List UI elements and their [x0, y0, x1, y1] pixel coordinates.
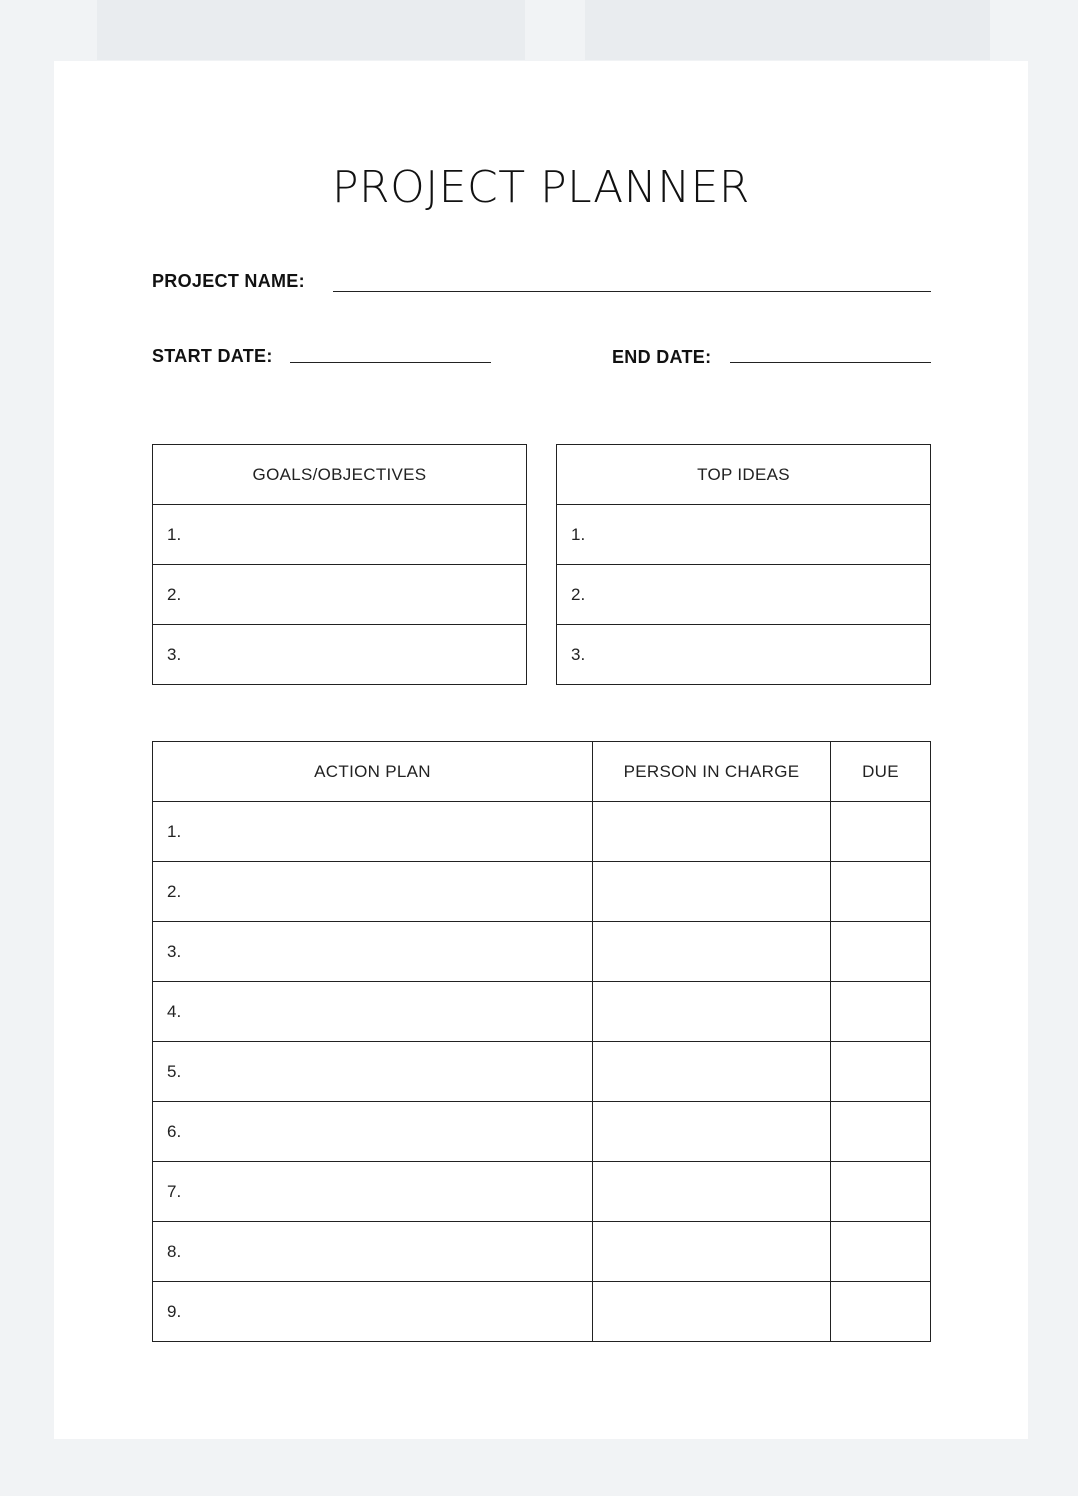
- goals-item-number[interactable]: 1.: [153, 505, 527, 565]
- due-cell[interactable]: [831, 862, 931, 922]
- action-plan-row[interactable]: [153, 922, 931, 982]
- action-plan-cell[interactable]: 3.: [153, 922, 593, 982]
- ideas-header-row: [557, 445, 931, 505]
- due-cell[interactable]: [831, 922, 931, 982]
- action-plan-cell[interactable]: 9.: [153, 1282, 593, 1342]
- goals-row[interactable]: [153, 625, 527, 685]
- due-header: DUE: [831, 742, 931, 802]
- action-plan-cell[interactable]: 2.: [153, 862, 593, 922]
- person-in-charge-cell[interactable]: [593, 862, 831, 922]
- due-cell[interactable]: [831, 1042, 931, 1102]
- person-in-charge-cell[interactable]: [593, 982, 831, 1042]
- ideas-row[interactable]: [557, 625, 931, 685]
- goals-item-number[interactable]: 2.: [153, 565, 527, 625]
- ideas-table: [556, 444, 931, 685]
- person-in-charge-cell[interactable]: [593, 1102, 831, 1162]
- background-band-right: [585, 0, 990, 60]
- end-date-label: END DATE:: [612, 347, 712, 367]
- ideas-item-number[interactable]: 1.: [557, 505, 931, 565]
- due-cell[interactable]: [831, 982, 931, 1042]
- planner-page: [54, 61, 1028, 1439]
- due-cell[interactable]: [831, 802, 931, 862]
- due-cell[interactable]: [831, 1162, 931, 1222]
- ideas-header: TOP IDEAS: [557, 445, 931, 505]
- person-in-charge-cell[interactable]: [593, 1282, 831, 1342]
- action-plan-row[interactable]: [153, 1282, 931, 1342]
- person-in-charge-cell[interactable]: [593, 1162, 831, 1222]
- action-plan-cell[interactable]: 8.: [153, 1222, 593, 1282]
- action-plan-header: ACTION PLAN: [153, 742, 593, 802]
- ideas-row[interactable]: [557, 565, 931, 625]
- start-date-line[interactable]: [290, 362, 491, 363]
- action-plan-cell[interactable]: 7.: [153, 1162, 593, 1222]
- action-plan-row[interactable]: [153, 1102, 931, 1162]
- goals-item-number[interactable]: 3.: [153, 625, 527, 685]
- ideas-item-number[interactable]: 2.: [557, 565, 931, 625]
- person-in-charge-cell[interactable]: [593, 1042, 831, 1102]
- due-cell[interactable]: [831, 1222, 931, 1282]
- person-in-charge-cell[interactable]: [593, 922, 831, 982]
- goals-row[interactable]: [153, 565, 527, 625]
- action-plan-cell[interactable]: 5.: [153, 1042, 593, 1102]
- end-date-line[interactable]: [730, 362, 931, 363]
- goals-row[interactable]: [153, 505, 527, 565]
- action-plan-cell[interactable]: 6.: [153, 1102, 593, 1162]
- action-plan-header-row: [153, 742, 931, 802]
- goals-header: GOALS/OBJECTIVES: [153, 445, 527, 505]
- action-plan-row[interactable]: [153, 1162, 931, 1222]
- action-plan-row[interactable]: [153, 802, 931, 862]
- project-name-label: PROJECT NAME:: [152, 271, 305, 291]
- action-plan-row[interactable]: [153, 982, 931, 1042]
- action-plan-row[interactable]: [153, 1222, 931, 1282]
- ideas-row[interactable]: [557, 505, 931, 565]
- person-in-charge-cell[interactable]: [593, 802, 831, 862]
- page-title: PROJECT PLANNER: [332, 162, 750, 213]
- action-plan-table: [152, 741, 931, 1342]
- person-in-charge-cell[interactable]: [593, 1222, 831, 1282]
- person-in-charge-header: PERSON IN CHARGE: [593, 742, 831, 802]
- ideas-item-number[interactable]: 3.: [557, 625, 931, 685]
- project-name-line[interactable]: [333, 291, 931, 292]
- action-plan-cell[interactable]: 4.: [153, 982, 593, 1042]
- goals-header-row: [153, 445, 527, 505]
- start-date-label: START DATE:: [152, 346, 273, 366]
- background-band-left: [97, 0, 525, 60]
- due-cell[interactable]: [831, 1102, 931, 1162]
- goals-table: [152, 444, 527, 685]
- due-cell[interactable]: [831, 1282, 931, 1342]
- action-plan-row[interactable]: [153, 862, 931, 922]
- action-plan-cell[interactable]: 1.: [153, 802, 593, 862]
- action-plan-row[interactable]: [153, 1042, 931, 1102]
